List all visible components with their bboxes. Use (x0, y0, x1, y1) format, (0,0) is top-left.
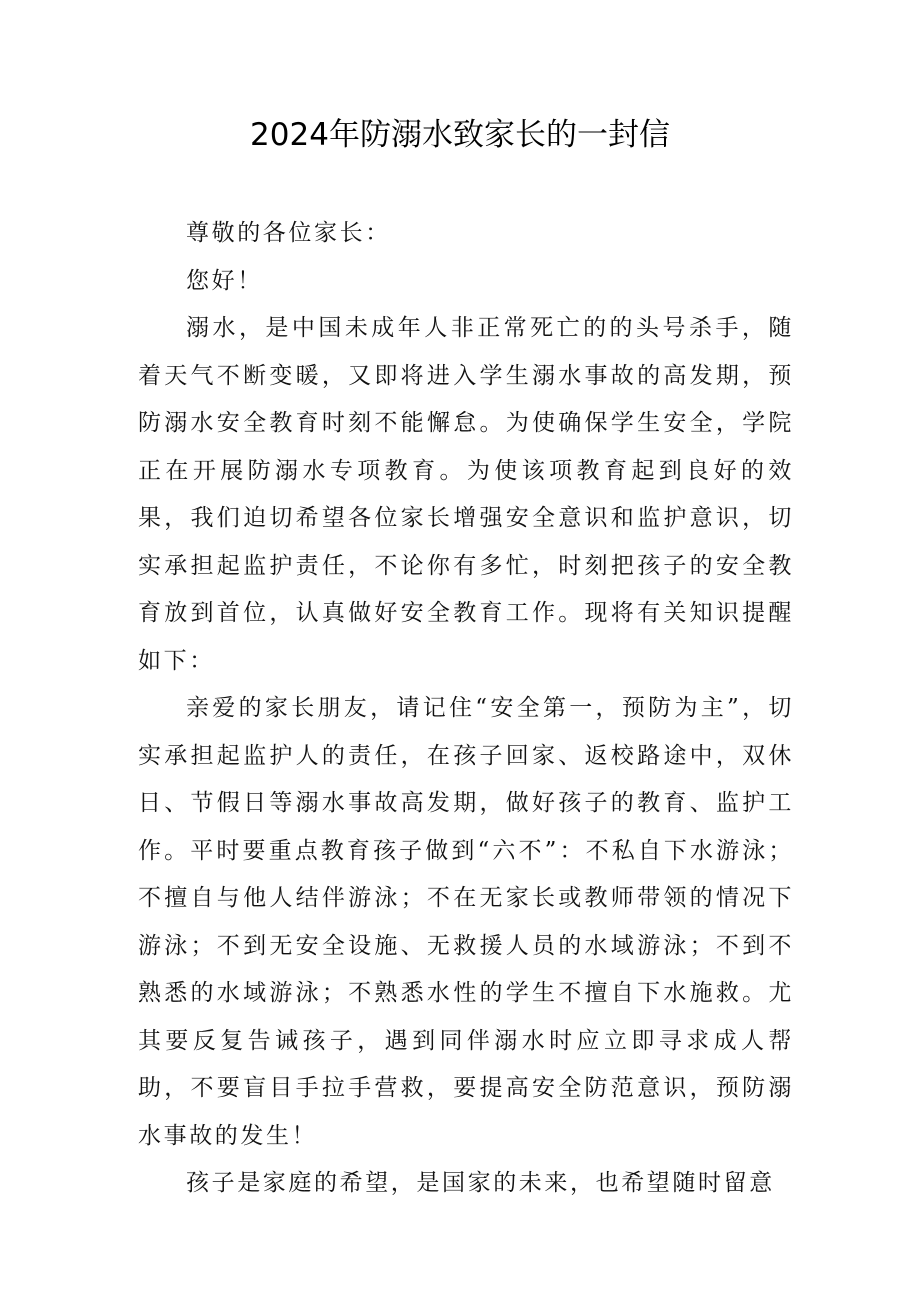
paragraph-intro: 溺水，是中国未成年人非正常死亡的的头号杀手，随着天气不断变暖，又即将进入学生溺水事故的高发期，预防溺水安全教育时刻不能懈怠。为使确保学生安全，学院正在开展防溺水专项教育。为使该项教育起到良好的效果，我们迫切希望各位家长增强安全意识和监护意识，切实承担起监护责任，不论你有多忙，时刻把孩子的安全教育放到首位，认真做好安全教育工作。现将有关知识提醒如下： (138, 315, 794, 674)
letter-body (138, 210, 794, 1208)
greeting: 您好！ (186, 267, 263, 294)
salutation: 尊敬的各位家长： (186, 220, 391, 246)
paragraph-advice: 亲爱的家长朋友，请记住“安全第一，预防为主”，切实承担起监护人的责任，在孩子回家、返校路途中，双休日、节假日等溺水事故高发期，做好孩子的教育、监护工作。平时要重点教育孩子做到“六不”：不私自下水游泳；不擅自与他人结伴游泳；不在无家长或教师带领的情况下游泳；不到无安全设施、无救援人员的水域游泳；不到不熟悉的水域游泳；不熟悉水性的学生不擅自下水施救。尤其要反复告诫孩子，遇到同伴溺水时应立即寻求成人帮助，不要盲目手拉手营救，要提高安全防范意识，预防溺水事故的发生！ (138, 695, 794, 1149)
document-title: 2024年防溺水致家长的一封信 (250, 117, 670, 153)
paragraph-closing: 孩子是家庭的希望，是国家的未来，也希望随时留意 (186, 1170, 775, 1196)
